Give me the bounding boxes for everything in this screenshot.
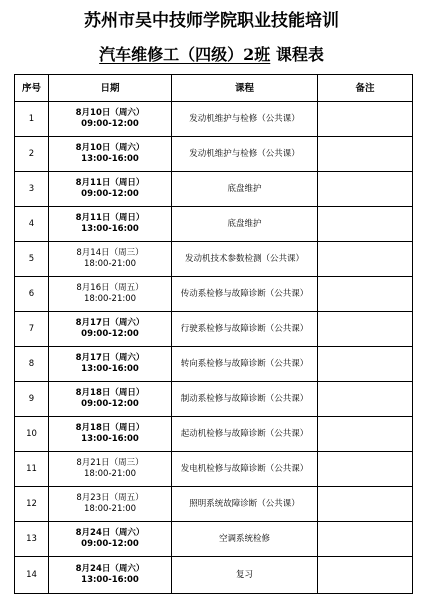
table-row [15,417,413,452]
row-date [49,137,172,172]
document-subtitle [0,44,423,66]
row-note [318,417,413,452]
schedule-label: 课程表 [270,45,324,64]
row-note [318,137,413,172]
row-note [318,277,413,312]
row-date-day: 8月18日（周日） [75,388,145,398]
row-number: 1 [15,102,49,137]
row-course: 照明系统故障诊断（公共课） [172,487,318,522]
table-row [15,277,413,312]
row-course: 传动系检修与故障诊断（公共课） [172,277,318,312]
table-row [15,312,413,347]
row-note [318,102,413,137]
row-course: 起动机检修与故障诊断（公共课） [172,417,318,452]
row-date [49,312,172,347]
row-number: 2 [15,137,49,172]
table-row [15,207,413,242]
table-header-row [15,75,413,102]
header-course: 课程 [172,75,318,102]
row-date [49,522,172,557]
table-row [15,102,413,137]
row-date [49,417,172,452]
class-name: 汽车维修工（四级）2班 [99,45,271,64]
row-date-day: 8月16日（周五） [76,283,144,293]
row-number: 6 [15,277,49,312]
row-date-day: 8月10日（周六） [75,108,145,118]
row-note [318,207,413,242]
row-number: 8 [15,347,49,382]
row-course: 发动机维护与检修（公共课） [172,102,318,137]
table-row [15,452,413,487]
row-date-day: 8月23日（周五） [76,493,144,503]
row-date-time: 09:00-12:00 [81,189,139,199]
table-row [15,137,413,172]
row-date [49,452,172,487]
row-date-time: 13:00-16:00 [81,434,139,444]
row-date-time: 09:00-12:00 [81,119,139,129]
header-note: 备注 [318,75,413,102]
schedule-body [15,102,413,594]
row-date [49,277,172,312]
table-row [15,172,413,207]
row-note [318,382,413,417]
row-note [318,557,413,594]
row-course: 转向系检修与故障诊断（公共课） [172,347,318,382]
row-note [318,522,413,557]
row-date-day: 8月17日（周六） [75,318,145,328]
header-date: 日期 [49,75,172,102]
row-course: 空调系统检修 [172,522,318,557]
row-course: 复习 [172,557,318,594]
row-date-day: 8月21日（周三） [76,458,144,468]
row-number: 10 [15,417,49,452]
row-course: 发动机技术参数检测（公共课） [172,242,318,277]
row-date-time: 18:00-21:00 [83,504,137,514]
row-course: 底盘维护 [172,172,318,207]
table-row [15,382,413,417]
row-course: 行驶系检修与故障诊断（公共课） [172,312,318,347]
row-date-time: 09:00-12:00 [81,329,139,339]
row-note [318,452,413,487]
row-course: 底盘维护 [172,207,318,242]
row-number: 11 [15,452,49,487]
header-no: 序号 [15,75,49,102]
row-date [49,207,172,242]
row-number: 12 [15,487,49,522]
row-number: 9 [15,382,49,417]
row-date-day: 8月18日（周日） [75,423,145,433]
row-date-time: 13:00-16:00 [81,224,139,234]
row-date [49,487,172,522]
table-row [15,487,413,522]
row-course: 发电机检修与故障诊断（公共课） [172,452,318,487]
row-note [318,242,413,277]
row-note [318,172,413,207]
table-row [15,242,413,277]
row-note [318,347,413,382]
row-date-day: 8月10日（周六） [75,143,145,153]
row-number: 13 [15,522,49,557]
row-date-day: 8月11日（周日） [75,213,145,223]
row-date-time: 13:00-16:00 [81,364,139,374]
row-course: 发动机维护与检修（公共课） [172,137,318,172]
table-row [15,522,413,557]
row-date [49,172,172,207]
row-number: 7 [15,312,49,347]
document-title: 苏州市吴中技师学院职业技能培训 [84,11,339,31]
row-date-day: 8月24日（周六） [75,564,145,574]
row-date-day: 8月11日（周日） [75,178,145,188]
row-date-time: 18:00-21:00 [83,294,137,304]
schedule-table-container [14,74,412,594]
row-date [49,242,172,277]
row-date-time: 13:00-16:00 [81,154,139,164]
row-date-time: 09:00-12:00 [81,539,139,549]
row-date [49,347,172,382]
row-course: 制动系检修与故障诊断（公共课） [172,382,318,417]
row-number: 3 [15,172,49,207]
row-date [49,382,172,417]
row-date-time: 18:00-21:00 [83,259,137,269]
row-date-time: 18:00-21:00 [83,469,137,479]
row-note [318,487,413,522]
row-number: 14 [15,557,49,594]
table-row [15,557,413,594]
row-number: 4 [15,207,49,242]
row-number: 5 [15,242,49,277]
row-date-day: 8月17日（周六） [75,353,145,363]
schedule-table [14,74,413,594]
row-date [49,557,172,594]
row-date [49,102,172,137]
row-date-time: 13:00-16:00 [81,575,139,585]
row-note [318,312,413,347]
row-date-day: 8月14日（周三） [76,248,144,258]
row-date-time: 09:00-12:00 [81,399,139,409]
table-row [15,347,413,382]
row-date-day: 8月24日（周六） [75,528,145,538]
